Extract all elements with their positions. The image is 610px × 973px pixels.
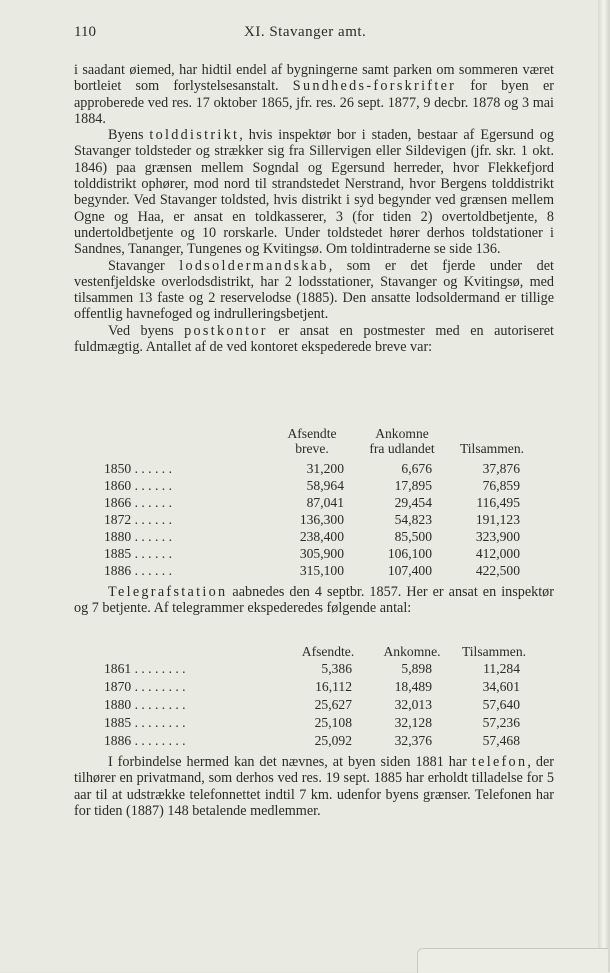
spaced-term-telefon: telefon <box>471 754 528 770</box>
paragraph-pilots: Stavanger lodsoldermandskab, som er det fjerde under det vestenfjeldske overlodsdistrikt, har 2 lodsstationer, Stavanger og Kvitingsø, med tilsammen 13 faste og 2 reservelodse (1885). Den ansatte lodsoldermand er tillige offentlig havnefoged og indrulleringsbetjent. <box>74 257 554 323</box>
body-text-telephone <box>74 754 554 819</box>
paragraph-post: Ved byens postkontor er ansat en postmester med en autoriseret fuldmægtig. Antallet af de ved kontoret ekspederede breve var: <box>74 322 554 356</box>
paragraph-telephone: I forbindelse hermed kan det nævnes, at byen siden 1881 har telefon, der tilhører en privatmand, som derhos ved res. 19 sept. 1885 har erholdt tilladelse for 5 aar til at udstrække telefonnettet indtil 7 km. udenfor byens grænser. Telefonen har for tiden (1887) 148 betalende medlemmer. <box>74 754 554 819</box>
chapter-title: XI. Stavanger amt. <box>244 24 367 40</box>
page-edge-tab <box>417 948 608 973</box>
letters-table <box>104 426 544 582</box>
col-header-sent: Afsendte breve. <box>287 426 337 456</box>
table-row: 1886 . . . . . . 315,100 107,400 422,500 <box>104 563 520 578</box>
col-header-sent: Afsendte. <box>301 644 355 659</box>
body-text-upper <box>74 62 554 355</box>
telegram-table <box>104 644 544 750</box>
page-header <box>74 24 554 44</box>
table-row: 1860 . . . . . . 58,964 17,895 76,859 <box>104 478 520 493</box>
table-row: 1886 . . . . . . . . 25,092 32,376 57,468 <box>104 733 520 748</box>
paragraph-parks: i saadant øiemed, har hidtil endel af bygningerne samt parken om sommeren været bortleiet som forlystelsesanstalt. Sundheds-forskrifter for byen er approberede ved res. 17 oktober 1865, jfr. res. 26 sept. 1877, 9 decbr. 1878 og 3 mai 1884. <box>74 62 554 127</box>
spaced-term-telegrafstation: Telegrafstation <box>108 584 228 600</box>
table-row: 1880 . . . . . . 238,400 85,500 323,900 <box>104 529 520 544</box>
table-row: 1861 . . . . . . . . 5,386 5,898 11,284 <box>104 661 520 676</box>
table-row: 1885 . . . . . . 305,900 106,100 412,000 <box>104 546 520 561</box>
spaced-term-tolddistrikt: tolddistrikt <box>149 127 240 144</box>
paragraph-telegraph: Telegrafstation aabnedes den 4 septbr. 1857. Her er ansat en inspektør og 7 betjente. Af telegrammer ekspederedes følgende antal: <box>74 584 554 617</box>
table-row: 1885 . . . . . . . . 25,108 32,128 57,236 <box>104 715 520 730</box>
page-number: 110 <box>74 24 96 40</box>
paragraph-customs: Byens tolddistrikt, hvis inspektør bor i staden, bestaar af Egersund og Stavanger toldsteder og strækker sig fra Sillervigen eller Sildevigen (jfr. skr. 1 okt. 1846) paa grænsen mellem Sogndal og Egersund herreder, hvor Flekkefjord tolddistrikt ophører, mod nord til strandstedet Nerstrand, hvor Bergens tolddistrikt begynder. Ved Stavanger toldsted, hvis distrikt i syd begynder ved grænsen mellem Ogne og Haa, er ansat en toldkasserer, 3 (for tiden 2) overtoldbetjente, 8 undertoldbetjente og 10 rorskarle. Under toldstedet hører derhos toldstationer i Sandnes, Tananger, Tungenes og Kvitingsø. Om toldintraderne se side 136. <box>74 127 554 258</box>
table-row: 1850 . . . . . . 31,200 6,676 37,876 <box>104 461 520 476</box>
col-header-received: Ankomne. <box>383 644 441 659</box>
spaced-term-postkontor: postkontor <box>184 322 268 339</box>
spaced-term-lodsoldermandskab: lodsoldermandskab <box>179 257 329 274</box>
spaced-term-sundhedsforskrifter: Sundheds-forskrifter <box>292 78 457 95</box>
table-row: 1872 . . . . . . 136,300 54,823 191,123 <box>104 512 520 527</box>
table-row: 1870 . . . . . . . . 16,112 18,489 34,601 <box>104 679 520 694</box>
table-row: 1866 . . . . . . 87,041 29,454 116,495 <box>104 495 520 510</box>
page-edge <box>598 0 610 972</box>
body-text-telegraph <box>74 584 554 617</box>
col-header-received: Ankomne fra udlandet <box>369 426 435 456</box>
col-header-total: Tilsammen. <box>461 644 527 659</box>
col-header-total: Tilsammen. <box>459 441 525 456</box>
table-row: 1880 . . . . . . . . 25,627 32,013 57,640 <box>104 697 520 712</box>
